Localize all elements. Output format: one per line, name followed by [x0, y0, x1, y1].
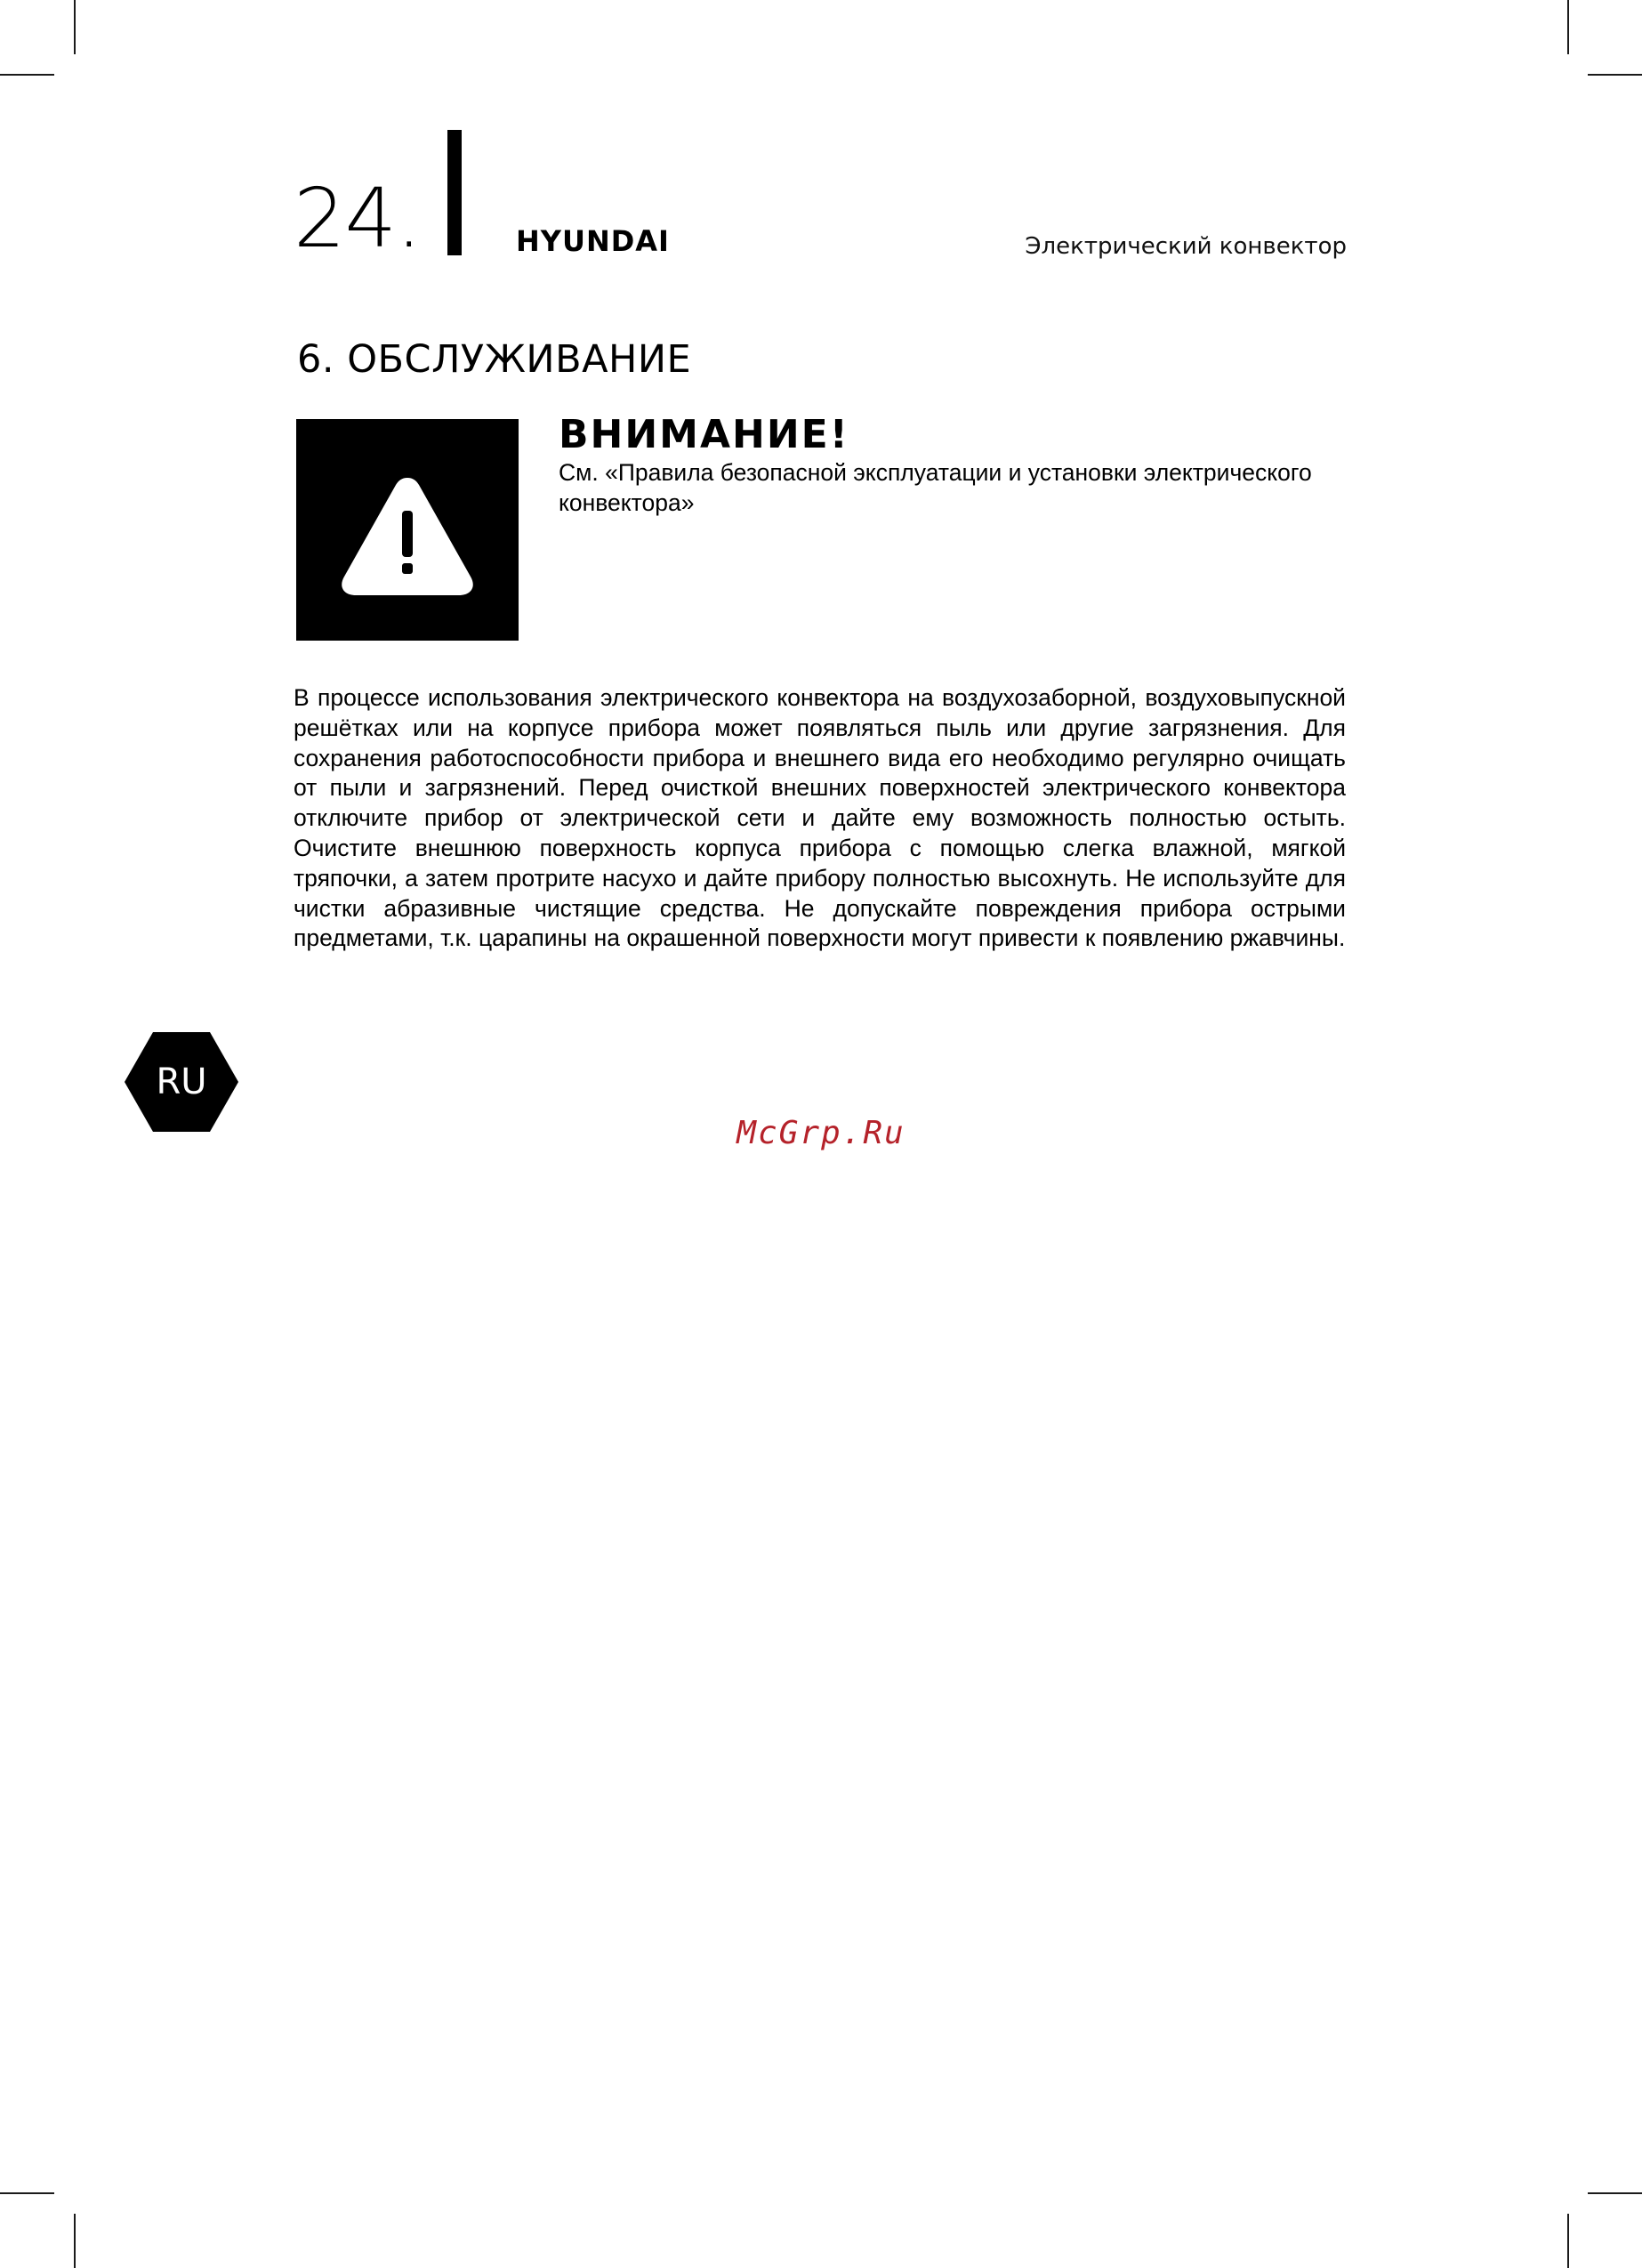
page-number: 24.	[294, 171, 422, 266]
document-title: Электрический конвектор	[1025, 233, 1347, 260]
header-divider	[447, 130, 462, 255]
watermark: McGrp.Ru	[736, 1115, 906, 1151]
maintenance-paragraph: В процессе использования электрического конвектора на воздухозаборной, воздуховыпускной решётках или на корпусе прибора может появляться пыль или другие загрязнения. Для сохранения работоспособности прибора и внешнего вида его необходимо регулярно очищать от пыли и загрязнений. Перед очисткой внешних поверхностей электрического конвектора отключите прибор от электрической сети и дайте ему возможность полностью остыть. Очистите внешнюю поверхность корпуса прибора с помощью слегка влажной, мягкой тряпочки, а затем протрите насухо и дайте прибору полностью высохнуть. Не используйте для чистки абразивные чистящие средства. Не допускайте повреждения прибора острыми предметами, т.к. царапины на окрашенной поверхности могут привести к появлению ржавчины.	[294, 684, 1346, 952]
crop-mark	[0, 2192, 54, 2194]
crop-mark	[1588, 74, 1642, 76]
crop-mark	[1567, 2214, 1569, 2268]
warning-heading: ВНИМАНИЕ!	[559, 412, 849, 457]
warning-box	[296, 419, 519, 641]
crop-mark	[1588, 2192, 1642, 2194]
warning-text: См. «Правила безопасной эксплуатации и установки электрического конвектора»	[559, 459, 1312, 516]
crop-mark	[74, 0, 76, 54]
section-title: 6. ОБСЛУЖИВАНИЕ	[297, 337, 692, 382]
crop-mark	[0, 74, 54, 76]
crop-mark	[1567, 0, 1569, 54]
language-code: RU	[156, 1061, 207, 1102]
warning-triangle-icon	[296, 419, 519, 641]
brand-logo: HYUNDAI	[516, 224, 670, 258]
crop-mark	[74, 2214, 76, 2268]
